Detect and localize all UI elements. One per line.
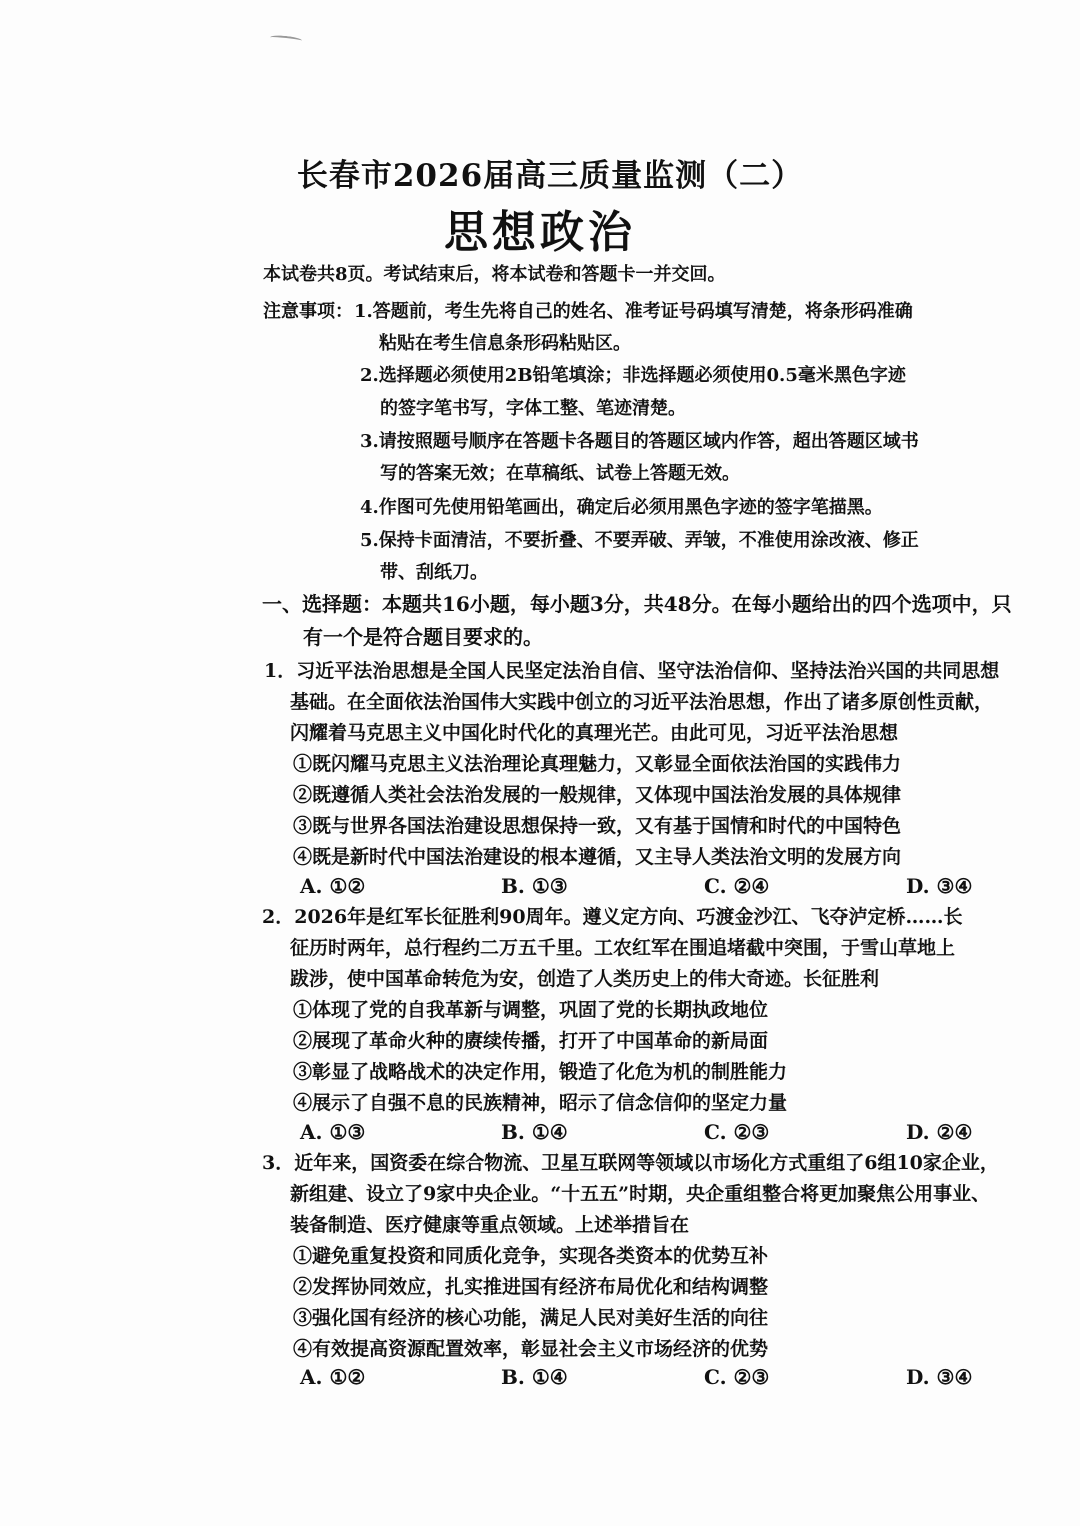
q3-statement-3: ③强化国有经济的核心功能，满足人民对美好生活的向往 — [293, 1307, 769, 1329]
q1-stem-line-1: 1．习近平法治思想是全国人民坚定法治自信、坚守法治信仰、坚持法治兴国的共同思想 — [264, 660, 1000, 682]
q1-stem-line-3: 闪耀着马克思主义中国化时代化的真理光芒。由此可见，习近平法治思想 — [290, 722, 899, 744]
section-heading-line-1: 一、选择题：本题共16小题，每小题3分，共48分。在每小题给出的四个选项中，只 — [262, 592, 1012, 616]
note-5-line-2: 带、刮纸刀。 — [380, 562, 488, 583]
q2-stem-line-3: 跋涉，使中国革命转危为安，创造了人类历史上的伟大奇迹。长征胜利 — [290, 968, 880, 990]
q2-option-a: A. ①③ — [300, 1120, 366, 1144]
q2-option-c: C. ②③ — [704, 1120, 770, 1144]
q2-statement-1: ①体现了党的自我革新与调整，巩固了党的长期执政地位 — [293, 999, 769, 1021]
note-4-line-1: 4.作图可先使用铅笔画出，确定后必须用黑色字迹的签字笔描黑。 — [360, 497, 883, 518]
q1-option-a: A. ①② — [300, 874, 366, 898]
scan-mark — [270, 34, 302, 43]
section-heading-line-2: 有一个是符合题目要求的。 — [303, 625, 543, 649]
note-2-line-1: 2.选择题必须使用2B铅笔填涂；非选择题必须使用0.5毫米黑色字迹 — [360, 365, 906, 386]
note-1-line-1: 1.答题前，考生先将自己的姓名、准考证号码填写清楚，将条形码准确 — [354, 301, 913, 322]
q1-statement-1: ①既闪耀马克思主义法治理论真理魅力，又彰显全面依法治国的实践伟力 — [293, 753, 902, 775]
q2-option-d: D. ②④ — [906, 1120, 973, 1144]
note-5-line-1: 5.保持卡面清洁，不要折叠、不要弄破、弄皱，不准使用涂改液、修正 — [360, 530, 919, 551]
q3-option-b: B. ①④ — [501, 1365, 568, 1389]
q3-stem-line-1: 3．近年来，国资委在综合物流、卫星互联网等领域以市场化方式重组了6组10家企业， — [262, 1152, 999, 1174]
intro-text: 本试卷共8页。考试结束后，将本试卷和答题卡一并交回。 — [263, 264, 726, 285]
q2-statement-4: ④展示了自强不息的民族精神，昭示了信念信仰的坚定力量 — [293, 1092, 788, 1114]
q3-statement-4: ④有效提高资源配置效率，彰显社会主义市场经济的优势 — [293, 1338, 769, 1360]
q3-statement-2: ②发挥协同效应，扎实推进国有经济布局优化和结构调整 — [293, 1276, 769, 1298]
q1-option-d: D. ③④ — [906, 874, 973, 898]
q2-statement-3: ③彰显了战略战术的决定作用，锻造了化危为机的制胜能力 — [293, 1061, 788, 1083]
q3-stem-line-2: 新组建、设立了9家中央企业。“十五五”时期，央企重组整合将更加聚焦公用事业、 — [290, 1183, 991, 1205]
q2-statement-2: ②展现了革命火种的赓续传播，打开了中国革命的新局面 — [293, 1030, 769, 1052]
q1-option-b: B. ①③ — [501, 874, 568, 898]
q1-stem-line-2: 基础。在全面依法治国伟大实践中创立的习近平法治思想，作出了诸多原创性贡献， — [290, 691, 994, 713]
notes-label: 注意事项： — [263, 301, 353, 322]
q1-statement-2: ②既遵循人类社会法治发展的一般规律，又体现中国法治发展的具体规律 — [293, 784, 902, 806]
note-1-line-2: 粘贴在考生信息条形码粘贴区。 — [379, 333, 631, 354]
subject-title: 思想政治 — [444, 207, 636, 258]
q2-stem-line-2: 征历时两年，总行程约二万五千里。工农红军在围追堵截中突围，于雪山草地上 — [290, 937, 956, 959]
q3-option-c: C. ②③ — [704, 1365, 770, 1389]
note-3-line-2: 写的答案无效；在草稿纸、试卷上答题无效。 — [380, 463, 740, 484]
q1-option-c: C. ②④ — [704, 874, 770, 898]
q1-statement-3: ③既与世界各国法治建设思想保持一致，又有基于国情和时代的中国特色 — [293, 815, 902, 837]
q2-stem-line-1: 2．2026年是红军长征胜利90周年。遵义定方向、巧渡金沙江、飞夺泸定桥……长 — [262, 906, 963, 928]
q3-stem-line-3: 装备制造、医疗健康等重点领域。上述举措旨在 — [290, 1214, 690, 1236]
note-3-line-1: 3.请按照题号顺序在答题卡各题目的答题区域内作答，超出答题区域书 — [360, 431, 919, 452]
q2-option-b: B. ①④ — [501, 1120, 568, 1144]
note-2-line-2: 的签字笔书写，字体工整、笔迹清楚。 — [380, 398, 686, 419]
q3-option-a: A. ①② — [300, 1365, 366, 1389]
q3-option-d: D. ③④ — [906, 1365, 973, 1389]
exam-title: 长春市2026届高三质量监测（二） — [296, 158, 804, 194]
q1-statement-4: ④既是新时代中国法治建设的根本遵循，又主导人类法治文明的发展方向 — [293, 846, 902, 868]
q3-statement-1: ①避免重复投资和同质化竞争，实现各类资本的优势互补 — [293, 1245, 769, 1267]
